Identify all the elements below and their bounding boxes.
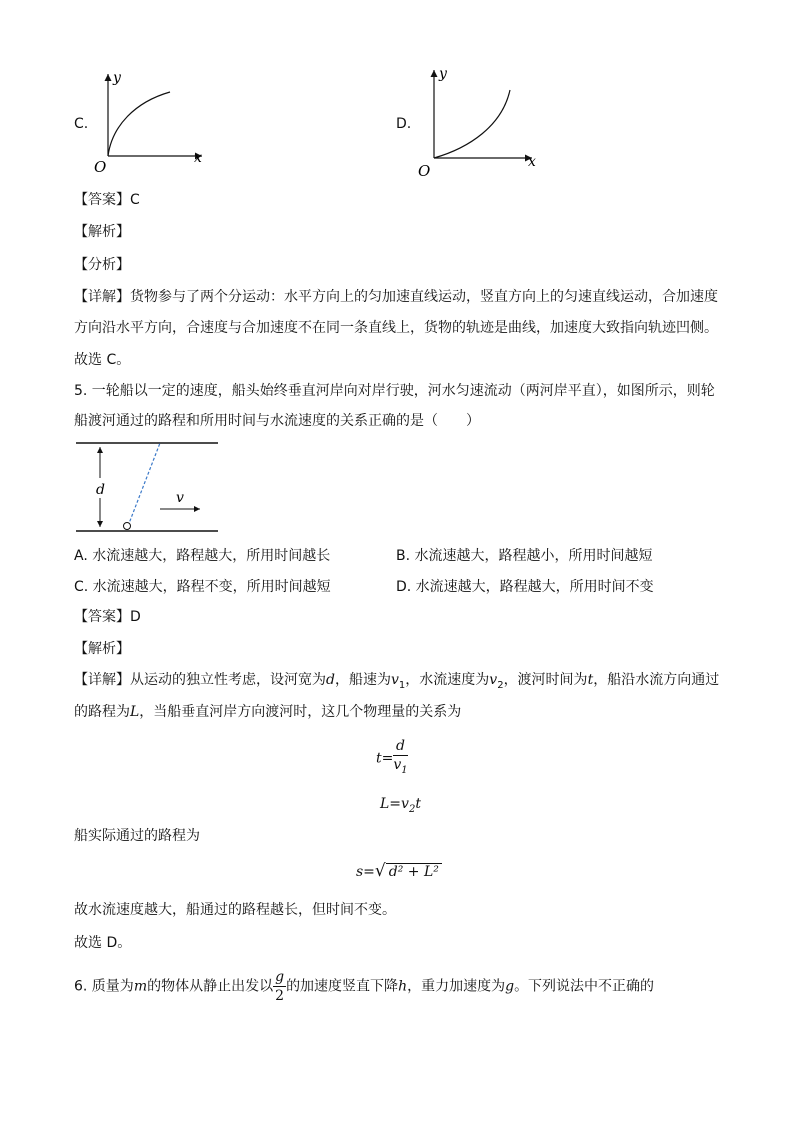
q5-detail-line-2 [74,702,461,722]
graph-c [90,66,220,176]
eq-rhs: t [415,796,421,812]
answer-tag: 【答案】 [74,192,130,208]
graph-d-x-label: x [528,154,536,170]
subscript: 2 [408,803,416,815]
q5-option-b: B. 水流速越大，路程越小，所用时间越短 [396,548,653,564]
graph-c-origin: O [94,158,107,176]
q6-text: 。下列说法中不正确的 [514,978,655,995]
detail-tag: 【详解】 [74,289,130,305]
q5-detail-text: ，船速为 [334,672,391,688]
q5-conclusion-1: 故水流速度越大，船通过的路程越长，但时间不变。 [74,902,396,918]
q5-option-d: D. 水流速越大，路程越大，所用时间不变 [396,579,654,595]
equation-time [376,737,408,780]
q5-actual-path: 船实际通过的路程为 [74,828,200,844]
q5-detail-text: ，渡河时间为 [503,672,588,688]
graph-c-curve [108,92,170,156]
subscript: 1 [401,764,408,776]
eq-fraction [393,737,407,780]
q4-fenxi-tag: 【分析】 [74,257,130,273]
eq-lhs: L=v [380,796,409,812]
graph-c-x-label: x [194,150,202,166]
boat-icon [124,523,131,530]
equation-path [356,860,442,883]
fraction-denominator [393,756,407,780]
graph-d-y-label: y [439,66,447,82]
q5-answer-line [74,607,141,627]
var-v: v [393,757,402,773]
option-d-label: D. [396,116,412,132]
graph-d [414,64,544,180]
q4-analysis-tag: 【解析】 [74,224,130,240]
q5-option-c: C. 水流速越大，路程不变，所用时间越短 [74,579,331,595]
eq-lhs: s= [356,864,375,880]
q4-answer-line [74,190,140,210]
equation-distance [380,794,421,820]
graph-d-curve [434,90,510,158]
var-v1: v [390,672,399,688]
q5-analysis-tag: 【解析】 [74,641,130,657]
graph-d-origin: O [418,162,431,180]
q4-detail-line-2: 方向沿水平方向，合速度与合加速度不在同一条直线上，货物的轨迹是曲线，加速度大致指向轨迹凹侧。 [74,320,718,336]
q5-river-figure [72,438,222,538]
q5-detail-line-1 [74,670,719,696]
q5-detail-text: 从运动的独立性考虑，设河宽为 [130,672,326,688]
q5-answer: D [130,609,141,625]
river-width-label: d [96,482,105,498]
var-h: h [398,978,408,995]
detail-tag: 【详解】 [74,672,130,688]
option-c-label: C. [74,116,89,132]
q5-detail-text: ，船沿水流方向通过 [593,672,720,688]
q4-conclusion: 故选 C。 [74,352,131,368]
q5-conclusion-2: 故选 D。 [74,935,132,951]
eq-lhs: t= [376,750,394,767]
fraction-numerator: g [275,969,285,985]
q5-stem-line-1: 5. 一轮船以一定的速度，船头始终垂直河岸向对岸行驶，河水匀速流动（两河岸平直），如图所示，则轮 [74,383,715,399]
q5-detail-text: ，当船垂直河岸方向渡河时，这几个物理量的关系为 [139,704,462,720]
var-v2: v [489,672,498,688]
var-g: g [505,978,515,995]
q5-stem-line-2: 船渡河通过的路程和所用时间与水流速度的关系正确的是（ ） [74,413,480,429]
q6-fraction [273,968,286,1005]
q4-answer: C [130,192,140,208]
boat-path [128,443,160,526]
q4-detail-text-1: 货物参与了两个分运动：水平方向上的匀加速直线运动，竖直方向上的匀速直线运动，合加速度 [130,289,718,305]
q5-detail-text: 的路程为 [74,704,130,720]
subscript: 1 [398,679,406,691]
sqrt-icon: √ [374,861,386,881]
q6-stem [74,968,654,1005]
q6-text: 的物体从静止出发以 [147,978,274,995]
var-t: t [587,672,594,688]
sqrt-radicand: d² + L² [386,863,442,880]
var-L: L [130,704,140,720]
q6-text: 的加速度竖直下降 [286,978,399,995]
q5-option-a: A. 水流速越大，路程越大，所用时间越长 [74,548,331,564]
subscript: 2 [497,679,504,691]
q5-detail-text: ，水流速度为 [405,672,490,688]
fraction-numerator: d [393,737,407,756]
q6-text: 6. 质量为 [74,978,134,995]
q6-text: ，重力加速度为 [407,978,506,995]
var-d: d [326,672,335,688]
q4-detail-line-1 [74,287,718,307]
fraction-denominator: 2 [275,988,285,1004]
var-m: m [133,978,148,995]
answer-tag: 【答案】 [74,609,130,625]
current-velocity-label: v [176,490,184,506]
graph-c-y-label: y [113,70,121,86]
